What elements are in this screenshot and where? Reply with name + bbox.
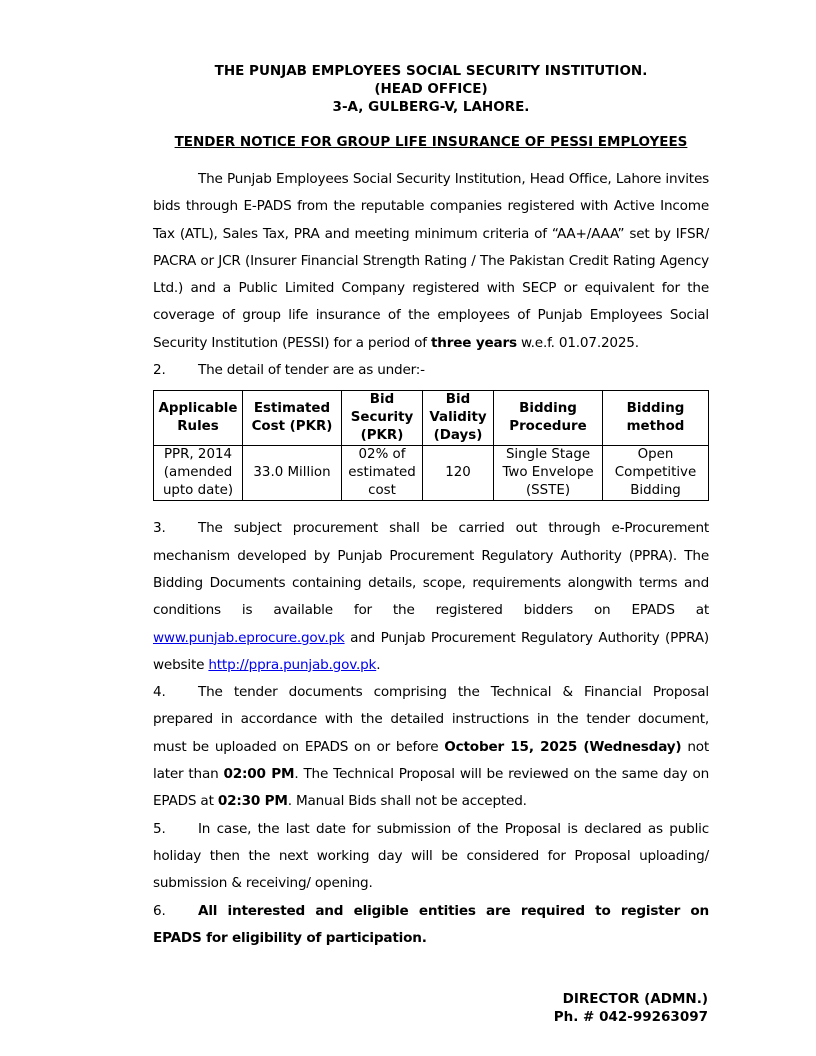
- col-bid-validity: Bid Validity (Days): [423, 391, 494, 446]
- ppra-link[interactable]: http://ppra.punjab.gov.pk: [208, 656, 377, 673]
- header-line-1: THE PUNJAB EMPLOYEES SOCIAL SECURITY INSTITUTION.: [214, 63, 648, 79]
- col-estimated-cost: Estimated Cost (PKR): [243, 391, 342, 446]
- para2-text: The detail of tender are as under:-: [198, 362, 425, 379]
- cell-bidding-method: Open Competitive Bidding: [603, 446, 709, 501]
- cell-bid-validity: 120: [423, 446, 494, 501]
- col-bidding-method: Bidding method: [603, 391, 709, 446]
- para-number: 6.: [153, 902, 166, 919]
- table-row: [154, 446, 709, 501]
- para4-text-3: . The Technical Proposal will be reviewed on the same day on EPADS at: [153, 766, 709, 810]
- header-line-3: 3-A, GULBERG-V, LAHORE.: [332, 99, 530, 115]
- paragraph-6: [153, 898, 709, 953]
- document-page: [153, 62, 709, 952]
- deadline-time: 02:00 PM: [223, 766, 295, 783]
- para5-text: In case, the last date for submission of the Proposal is declared as public holiday then the next working day will be considered for Proposal uploading/ submission & receiving/ opening.: [153, 820, 709, 892]
- para-number: 4.: [153, 684, 166, 701]
- para1-text-end: w.e.f. 01.07.2025.: [516, 334, 639, 351]
- para3-text-3: .: [376, 656, 381, 673]
- cell-applicable-rules: PPR, 2014 (amended upto date): [154, 446, 243, 501]
- col-bid-security: Bid Security (PKR): [342, 391, 423, 446]
- table-header-row: [154, 391, 709, 446]
- para4-text-2: not later than: [153, 738, 709, 783]
- cell-bid-security: 02% of estimated cost: [342, 446, 423, 501]
- cell-estimated-cost: 33.0 Million: [243, 446, 342, 501]
- para4-text-4: . Manual Bids shall not be accepted.: [287, 793, 527, 810]
- para-number: 3.: [153, 520, 166, 537]
- signatory-title: DIRECTOR (ADMN.): [562, 991, 708, 1007]
- para1-bold: three years: [430, 334, 517, 351]
- para-number: 5.: [153, 820, 166, 837]
- header-line-2: (HEAD OFFICE): [374, 81, 488, 97]
- review-time: 02:30 PM: [217, 793, 288, 810]
- para1-text: The Punjab Employees Social Security Institution, Head Office, Lahore invites bids through E-PADS from the reputable companies registered with Active Income Tax (ATL), Sales Tax, PRA and meeting minimum criteria of “AA+/AAA” set by IFSR/ PACRA or JCR (Insurer Financial Strength Rating / The Pakistan Credit Rating Agency Ltd.) and a Public Limited Company registered with SECP or equivalent for the coverage of group life insurance of the employees of Punjab Employees Social Security Institution (PESSI) for a period of: [153, 171, 709, 351]
- notice-title: TENDER NOTICE FOR GROUP LIFE INSURANCE OF PESSI EMPLOYEES: [174, 134, 688, 150]
- paragraph-5: [153, 816, 709, 898]
- para6-bold-text: All interested and eligible entities are required to register on EPADS for eligibility of participation.: [153, 902, 709, 946]
- epads-link[interactable]: www.punjab.eprocure.gov.pk: [153, 629, 345, 646]
- col-applicable-rules: Applicable Rules: [154, 391, 243, 446]
- institution-header: [153, 62, 709, 116]
- signature-block: [554, 990, 708, 1026]
- deadline-date: October 15, 2025 (Wednesday): [444, 738, 682, 755]
- paragraph-2: [153, 357, 709, 384]
- cell-bidding-procedure: Single Stage Two Envelope (SSTE): [494, 446, 603, 501]
- col-bidding-procedure: Bidding Procedure: [494, 391, 603, 446]
- paragraph-4: [153, 679, 709, 815]
- para3-text: The subject procurement shall be carried out through e-Procurement mechanism developed by Punjab Procurement Regulatory Authority (PPRA). The Bidding Documents containing details, scope, requirements alongwith terms and conditions is available for the registered bidders on EPADS at: [153, 520, 709, 619]
- para4-text: The tender documents comprising the Technical & Financial Proposal prepared in accordance with the detailed instructions in the tender document, must be uploaded on EPADS on or before: [153, 684, 709, 755]
- para-number: 2.: [153, 362, 166, 379]
- para3-text-2: and Punjab Procurement Regulatory Authority (PPRA) website: [153, 629, 709, 673]
- tender-details-table: [153, 390, 709, 501]
- paragraph-1: [153, 166, 709, 357]
- paragraph-3: [153, 515, 709, 679]
- signatory-phone: Ph. # 042-99263097: [553, 1009, 708, 1025]
